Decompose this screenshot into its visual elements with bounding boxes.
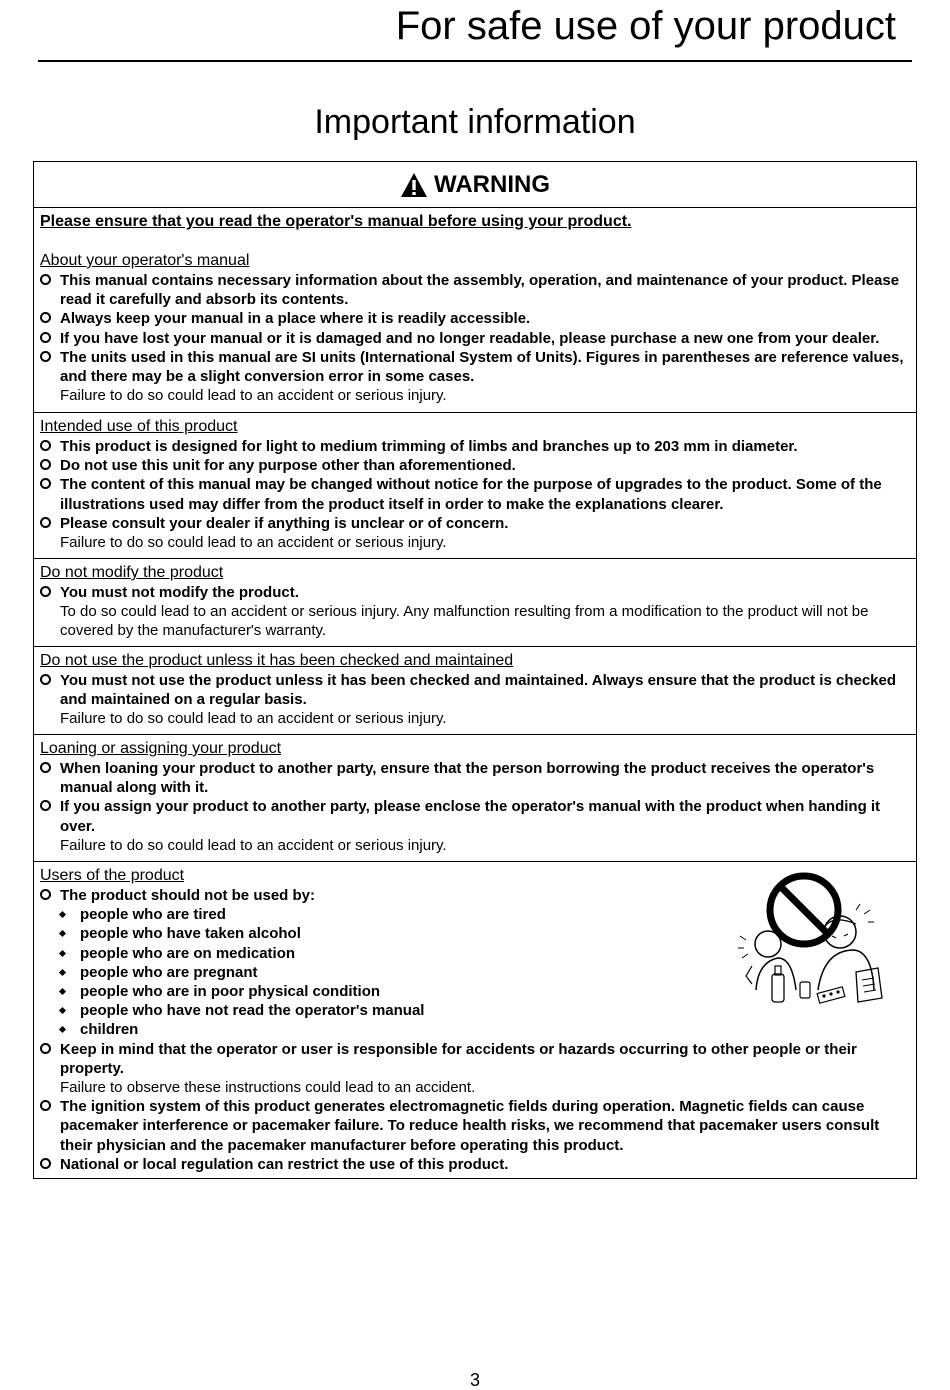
sub-list-item: children [40,1020,910,1039]
list-item: Always keep your manual in a place where it is readily accessible. [40,309,910,328]
sub-list-item: people who have not read the operator's manual [40,1001,910,1020]
section-title: Intended use of this product [40,418,238,435]
section-checked-maintained [34,647,916,735]
list-item: You must not use the product unless it has been checked and maintained. Always ensure that the product is checked and maintained on a regular basis. [40,671,910,709]
diamond-bullet-icon [59,930,66,937]
warning-label: WARNING [434,170,550,198]
section-loaning [34,735,916,862]
page-header [38,0,912,62]
sub-list-item: people who are tired [40,905,910,924]
list-item: National or local regulation can restrict the use of this product. [40,1155,910,1174]
diamond-bullet-icon [59,988,66,995]
list-item: Do not use this unit for any purpose other than aforementioned. [40,456,910,475]
list-item: This product is designed for light to medium trimming of limbs and branches up to 203 mm in diameter. [40,437,910,456]
bullet-icon [40,517,51,528]
section-note: Failure to do so could lead to an accident or serious injury. [60,387,447,405]
warning-header [34,162,916,208]
section-note: Failure to do so could lead to an accident or serious injury. [60,710,447,728]
bullet-icon [40,889,51,900]
list-item: This manual contains necessary information about the assembly, operation, and maintenance of your product. Please read it carefully and absorb its contents. [40,271,910,309]
list-item: The content of this manual may be changed without notice for the purpose of upgrades to the product. Some of the illustrations used may differ from the product itself in order to make the explanations clearer. [40,475,910,513]
section-intended-use [34,413,916,559]
section-title: Do not modify the product [40,564,224,581]
section-note: Failure to do so could lead to an accident or serious injury. [60,836,447,854]
diamond-bullet-icon [59,1007,66,1014]
bullet-icon [40,762,51,773]
warning-box [33,161,917,1179]
sub-list-item: people who are pregnant [40,963,910,982]
bullet-icon [40,274,51,285]
section-note: Failure to do so could lead to an accident or serious injury. [60,534,447,552]
list-item: The ignition system of this product generates electromagnetic fields during operation. Magnetic fields can cause pacemaker interference or pacemaker failure. To reduce health risks, we recommend that pacemaker users consult their physician and the pacemaker manufacturer before operating this product. [40,1097,910,1155]
section-note: To do so could lead to an accident or serious injury. Any malfunction resulting from a modification to the product will not be covered by the manufacturer's warranty. [60,603,869,640]
bullet-icon [40,440,51,451]
bullet-icon [40,351,51,362]
bullet-icon [40,586,51,597]
sub-list-item: people who are in poor physical condition [40,982,910,1001]
bullet-icon [40,459,51,470]
section-title: Loaning or assigning your product [40,740,282,757]
bullet-icon [40,1043,51,1054]
list-item: Please consult your dealer if anything is unclear or of concern. [40,514,910,533]
diamond-bullet-icon [59,911,66,918]
warning-triangle-icon [400,172,428,198]
section-title: Do not use the product unless it has been checked and maintained [40,652,514,669]
section-title: Users of the product [40,867,185,884]
sub-list-item: people who have taken alcohol [40,924,910,943]
diamond-bullet-icon [59,969,66,976]
bullet-icon [40,800,51,811]
diamond-bullet-icon [59,950,66,957]
list-item: If you have lost your manual or it is damaged and no longer readable, please purchase a new one from your dealer. [40,329,910,348]
prohibited-users-illustration [738,870,888,1008]
section-note: Failure to observe these instructions could lead to an accident. [60,1079,476,1097]
bullet-icon [40,332,51,343]
list-item: When loaning your product to another party, ensure that the person borrowing the product receives the operator's manual along with it. [40,759,910,797]
sub-list-item: people who are on medication [40,944,910,963]
page-number: 3 [469,1370,480,1390]
diamond-bullet-icon [59,1026,66,1033]
warning-intro: Please ensure that you read the operator's manual before using your product. [40,213,632,230]
page-header-title: For safe use of your product [395,4,896,48]
bullet-icon [40,478,51,489]
section-do-not-modify [34,559,916,647]
list-item: If you assign your product to another party, please enclose the operator's manual with the product when handing it over. [40,797,910,835]
bullet-icon [40,1158,51,1169]
bullet-icon [40,312,51,323]
bullet-icon [40,674,51,685]
bullet-icon [40,1100,51,1111]
list-item: You must not modify the product. [40,583,910,602]
list-item: The product should not be used by: [40,886,910,905]
section-title: About your operator's manual [40,252,250,269]
list-item: Keep in mind that the operator or user is responsible for accidents or hazards occurring to other people or their property. [40,1040,910,1078]
section-heading: Important information [314,103,636,141]
section-users [34,862,916,1179]
section-operators-manual [34,208,916,413]
list-item: The units used in this manual are SI units (International System of Units). Figures in parentheses are reference values, and there may be a slight conversion error in some cases. [40,348,910,386]
